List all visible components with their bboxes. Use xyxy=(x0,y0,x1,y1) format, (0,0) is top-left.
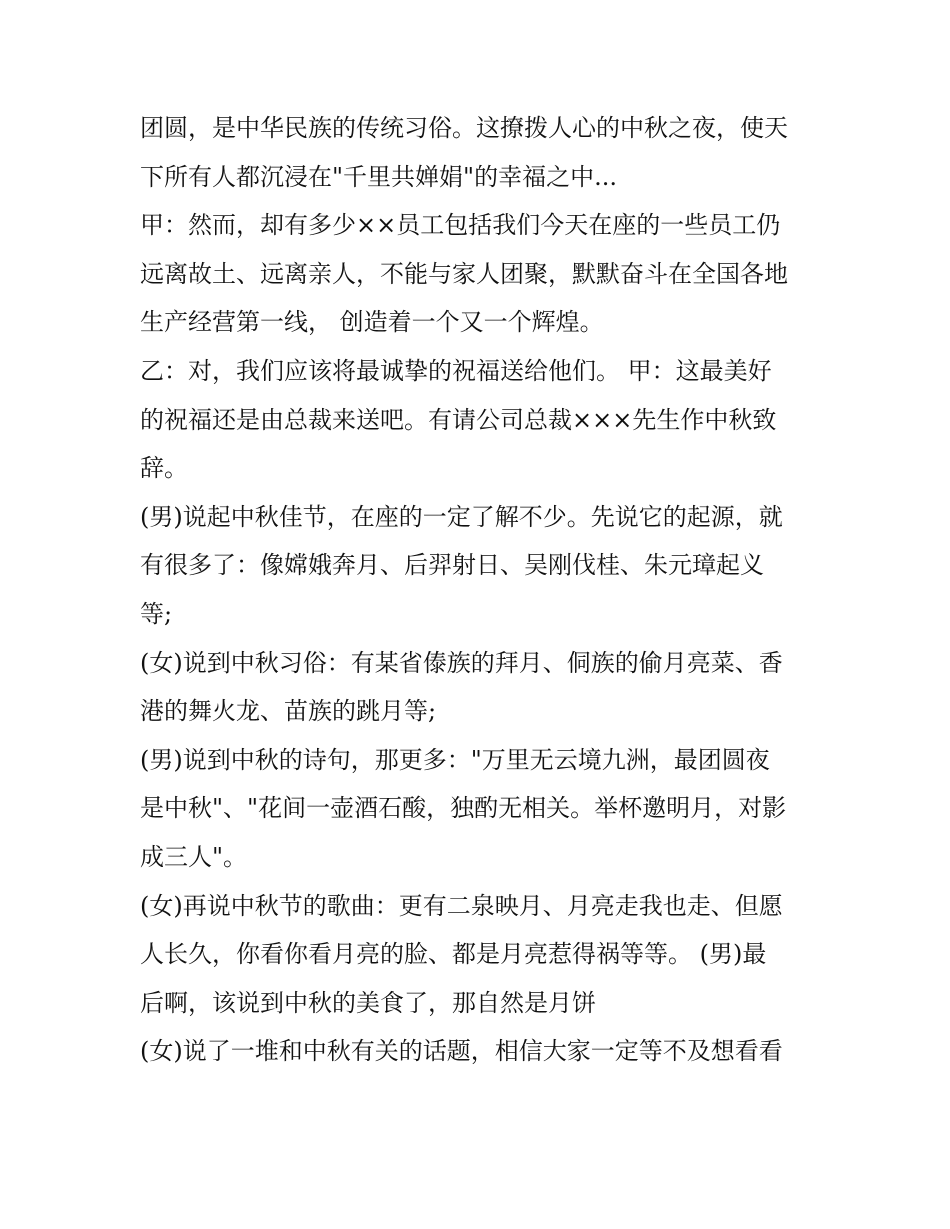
document-body xyxy=(140,104,820,1076)
text-line-6: 乙：对，我们应该将最诚挚的祝福送给他们。 甲：这最美好 xyxy=(140,356,772,385)
text-line-12: (女)说到中秋习俗：有某省傣族的拜月、侗族的偷月亮菜、香 xyxy=(140,648,783,677)
text-line-1: 团圆，是中华民族的传统习俗。这撩拨人心的中秋之夜，使天 xyxy=(140,114,788,142)
text-line-14: (男)说到中秋的诗句，那更多："万里无云境九洲，最团圆夜 xyxy=(140,745,770,774)
text-line-11: 等; xyxy=(140,599,173,628)
text-line-17: (女)再说中秋节的歌曲：更有二泉映月、月亮走我也走、但愿 xyxy=(140,891,783,920)
text-line-4: 远离故土、远离亲人，不能与家人团聚，默默奋斗在全国各地 xyxy=(140,259,788,288)
text-line-7: 的祝福还是由总裁来送吧。有请公司总裁×××先生作中秋致 xyxy=(140,405,777,434)
text-line-3: 甲：然而，却有多少××员工包括我们今天在座的一些员工仍 xyxy=(140,211,781,240)
text-line-18: 人长久，你看你看月亮的脸、都是月亮惹得祸等等。 (男)最 xyxy=(140,940,767,969)
text-line-16: 成三人"。 xyxy=(140,842,248,871)
text-line-10: 有很多了：像嫦娥奔月、后羿射日、吴刚伐桂、朱元璋起义 xyxy=(140,551,764,580)
text-line-2: 下所有人都沉浸在"千里共婵娟"的幸福之中... xyxy=(140,162,617,191)
text-line-8: 辞。 xyxy=(140,454,188,483)
text-line-20: (女)说了一堆和中秋有关的话题，相信大家一定等不及想看看 xyxy=(140,1037,783,1066)
text-line-19: 后啊，该说到中秋的美食了，那自然是月饼 xyxy=(140,988,596,1017)
text-line-5: 生产经营第一线， 创造着一个又一个辉煌。 xyxy=(140,308,604,337)
text-line-9: (男)说起中秋佳节，在座的一定了解不少。先说它的起源，就 xyxy=(140,502,783,531)
text-line-15: 是中秋"、"花间一壶酒石酸，独酌无相关。举杯邀明月，对影 xyxy=(140,794,787,823)
text-line-13: 港的舞火龙、苗族的跳月等; xyxy=(140,697,437,726)
